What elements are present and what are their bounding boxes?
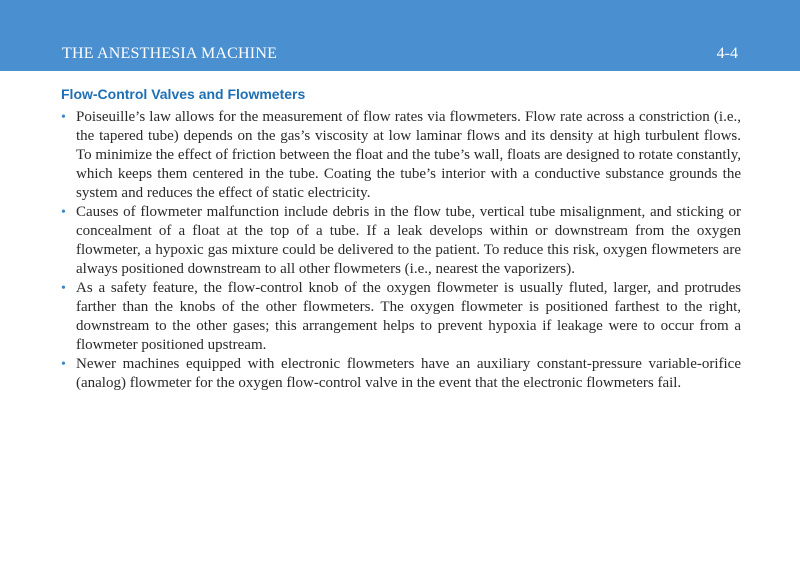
page-number: 4-4	[716, 45, 738, 62]
chapter-title: THE ANESTHESIA MACHINE	[62, 45, 278, 62]
bullet-item	[59, 279, 741, 355]
bullet-item	[59, 108, 741, 203]
bullet-text: Causes of flowmeter malfunction include debris in the flow tube, vertical tube misalignment, and sticking or concealment of a float at the top of a tube. If a leak develops within or downstream from the oxygen flowmeter, a hypoxic gas mixture could be delivered to the patient. To reduce this risk, oxygen flowmeters are always positioned downstream to all other flowmeters (i.e., nearest the vaporizers).	[76, 204, 741, 277]
bullet-marker: •	[61, 205, 66, 220]
bullet-marker: •	[61, 281, 66, 296]
bullet-text: Poiseuille’s law allows for the measurement of flow rates via flowmeters. Flow rate across a constriction (i.e., the tapered tube) depends on the gas’s viscosity at low laminar flows and its density at high turbulent flows. To minimize the effect of friction between the float and the tube’s wall, floats are designed to rotate constantly, which keeps them centered in the tube. Coating the tube’s interior with a conductive substance grounds the system and reduces the effect of static electricity.	[76, 109, 741, 201]
header-bar	[0, 0, 800, 71]
bullet-item	[59, 203, 741, 279]
section-title: Flow-Control Valves and Flowmeters	[61, 86, 306, 102]
bullet-marker: •	[61, 357, 66, 372]
bullet-text: As a safety feature, the flow-control knob of the oxygen flowmeter is usually fluted, larger, and protrudes farther than the knobs of the other flowmeters. The oxygen flowmeter is positioned farthest to the right, downstream to the other gases; this arrangement helps to prevent hypoxia if leakage were to occur from a flowmeter positioned upstream.	[76, 280, 741, 353]
bullet-marker: •	[61, 110, 66, 125]
bullet-text: Newer machines equipped with electronic flowmeters have an auxiliary constant-pressure variable-orifice (analog) flowmeter for the oxygen flow-control valve in the event that the electronic flowmeters fail.	[76, 356, 741, 391]
bullet-item	[59, 355, 741, 393]
bullet-list	[59, 108, 741, 393]
